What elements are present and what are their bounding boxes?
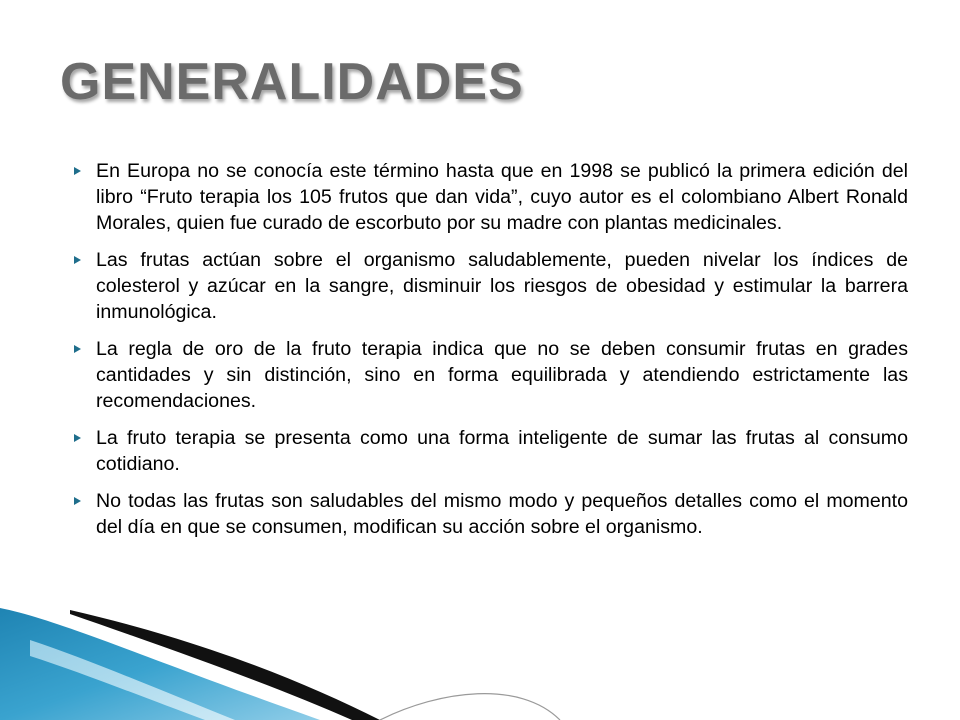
bullet-text: Las frutas actúan sobre el organismo saludablemente, pueden nivelar los índices de colesterol y azúcar en la sangre, disminuir los riesgos de obesidad y estimular la barrera inmunológica. (96, 249, 908, 323)
wave-light-shape (30, 640, 235, 720)
arrow-right-icon (74, 345, 81, 353)
wave-blue-shape (0, 608, 320, 720)
bullet-text: En Europa no se conocía este término hasta que en 1998 se publicó la primera edición del libro “Fruto terapia los 105 frutos que dan vida”, cuyo autor es el colombiano Albert Ronald Morales, quien fue curado de escorbuto por su madre con plantas medicinales. (96, 160, 908, 234)
arrow-right-icon (74, 256, 81, 264)
arrow-right-icon (74, 497, 81, 505)
bullet-item (70, 336, 908, 414)
bullet-item (70, 247, 908, 325)
arrow-right-icon (74, 434, 81, 442)
bullet-text: No todas las frutas son saludables del mismo modo y pequeños detalles como el momento del día en que se consumen, modifican su acción sobre el organismo. (96, 490, 908, 538)
wave-dark-shape (70, 610, 380, 720)
arrow-right-icon (74, 167, 81, 175)
bullet-list (70, 158, 908, 551)
slide-title: GENERALIDADES (60, 53, 524, 111)
wave-gray-line (380, 694, 560, 720)
bullet-item (70, 425, 908, 477)
bullet-item (70, 488, 908, 540)
bullet-text: La fruto terapia se presenta como una forma inteligente de sumar las frutas al consumo cotidiano. (96, 427, 908, 475)
bullet-text: La regla de oro de la fruto terapia indica que no se deben consumir frutas en grades cantidades y sin distinción, sino en forma equilibrada y atendiendo estrictamente las recomendaciones. (96, 338, 908, 412)
bullet-item (70, 158, 908, 236)
